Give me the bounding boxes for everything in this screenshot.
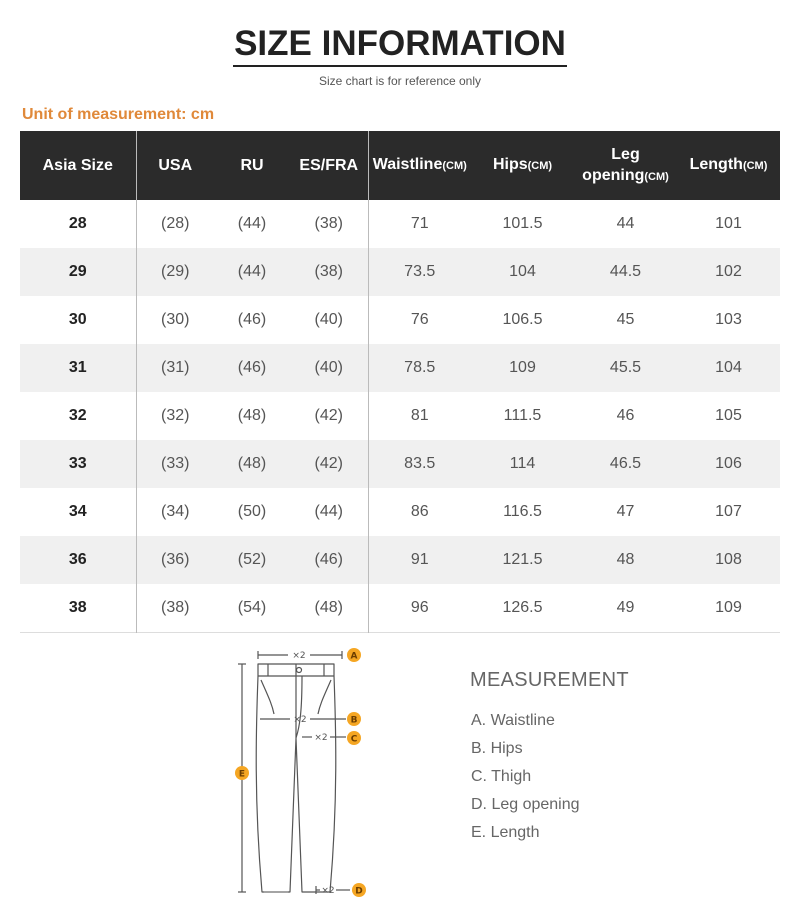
measurement-item-leg-opening: D. Leg opening [471, 796, 580, 813]
cell-asia-size: 32 [20, 392, 136, 440]
pants-illustration [228, 640, 378, 905]
header-hips-label: Hips [492, 156, 528, 173]
measurement-item-length: E. Length [471, 824, 540, 841]
cell-length: 108 [715, 551, 742, 568]
cell-length: 102 [715, 263, 742, 280]
cell-waistline: 73.5 [404, 263, 436, 280]
cell-es-fra: (44) [290, 488, 368, 536]
cell-waistline: 78.5 [404, 359, 436, 376]
subtitle: Size chart is for reference only [318, 74, 482, 88]
cell-leg-opening: 46 [616, 407, 635, 424]
header-length [677, 131, 780, 200]
measurement-item-waistline: A. Waistline [471, 712, 555, 729]
cell-es-fra: (48) [290, 584, 368, 632]
cell-hips: 111.5 [503, 407, 542, 424]
cell-asia-size: 33 [20, 440, 136, 488]
cell-asia-size: 31 [20, 344, 136, 392]
table-row [20, 296, 780, 344]
cell-leg-opening: 45 [616, 311, 635, 328]
table-row [20, 584, 780, 632]
table-row [20, 488, 780, 536]
table-row [20, 248, 780, 296]
cell-es-fra: (42) [290, 392, 368, 440]
cell-waistline: 71 [410, 215, 429, 232]
cell-usa: (31) [161, 359, 190, 376]
header-usa: USA [158, 157, 193, 174]
marker-b-label: B [350, 715, 358, 726]
header-asia-size: Asia Size [20, 131, 136, 200]
cell-asia-size: 28 [20, 200, 136, 248]
cell-hips: 114 [509, 455, 536, 472]
cell-ru: (52) [237, 551, 267, 568]
table-row [20, 536, 780, 584]
marker-c-label: C [350, 734, 358, 745]
cell-usa: (34) [161, 503, 190, 520]
cell-usa: (33) [161, 455, 190, 472]
multiplier-b: ×2 [293, 715, 307, 725]
header-hips [471, 131, 574, 200]
cell-length: 109 [715, 598, 742, 616]
cell-es-fra: (40) [290, 344, 368, 392]
header-leg-opening [574, 131, 677, 200]
cell-asia-size: 30 [20, 296, 136, 344]
cell-waistline: 76 [410, 311, 429, 328]
unit-label: Unit of measurement: cm [22, 106, 215, 123]
cell-waistline: 81 [410, 407, 429, 424]
cell-waistline: 96 [410, 598, 429, 616]
header-waistline-unit: (CM) [442, 160, 467, 172]
measurement-title: MEASUREMENT [470, 669, 629, 691]
cell-hips: 121.5 [502, 551, 543, 568]
cell-waistline: 86 [410, 503, 429, 520]
table-header-row [20, 131, 780, 200]
cell-leg-opening: 47 [616, 503, 635, 520]
cell-ru: (46) [237, 359, 267, 376]
multiplier-a: ×2 [292, 651, 306, 661]
table-row [20, 392, 780, 440]
cell-ru: (50) [237, 503, 267, 520]
cell-ru: (48) [237, 407, 267, 424]
cell-asia-size: 34 [20, 488, 136, 536]
header-length-unit: (CM) [742, 160, 768, 172]
cell-waistline: 91 [410, 551, 429, 568]
cell-hips: 116.5 [503, 503, 542, 520]
table-row [20, 200, 780, 248]
measurement-list [471, 711, 580, 851]
cell-length: 101 [715, 215, 742, 232]
cell-usa: (28) [161, 215, 190, 232]
header-leg-unit: (CM) [644, 170, 669, 183]
marker-e-label: E [238, 769, 246, 780]
cell-es-fra: (42) [290, 440, 368, 488]
cell-length: 105 [715, 407, 742, 424]
header-waistline [368, 131, 471, 200]
cell-leg-opening: 49 [616, 598, 635, 616]
table-row [20, 440, 780, 488]
multiplier-d: ×2 [321, 886, 335, 896]
measurement-item-hips: B. Hips [471, 740, 523, 757]
table-row [20, 344, 780, 392]
cell-ru: (44) [237, 215, 267, 232]
cell-leg-opening: 44 [616, 215, 635, 232]
page-title [0, 24, 800, 64]
marker-a-label: A [350, 651, 358, 662]
cell-usa: (29) [161, 263, 190, 280]
measurement-item-thigh: C. Thigh [471, 768, 532, 785]
header-hips-unit: (CM) [527, 160, 553, 172]
cell-asia-size: 38 [20, 584, 136, 632]
header-es-fra: ES/FRA [290, 131, 368, 200]
header-waistline-label: Waistline [372, 156, 443, 173]
marker-d-label: D [355, 886, 363, 897]
cell-ru: (54) [237, 598, 267, 616]
cell-length: 104 [715, 359, 742, 376]
cell-waistline: 83.5 [404, 455, 436, 472]
cell-es-fra: (46) [290, 536, 368, 584]
cell-hips: 109 [509, 359, 536, 376]
cell-asia-size: 36 [20, 536, 136, 584]
cell-ru: (46) [237, 311, 267, 328]
cell-length: 106 [715, 455, 742, 472]
page-title-text: SIZE INFORMATION [233, 24, 567, 67]
cell-hips: 104 [509, 263, 536, 280]
size-table [20, 131, 780, 633]
cell-hips: 106.5 [502, 311, 543, 328]
cell-length: 103 [715, 311, 742, 328]
cell-hips: 101.5 [502, 215, 543, 232]
cell-length: 107 [715, 503, 742, 520]
cell-ru: (48) [237, 455, 267, 472]
cell-leg-opening: 44.5 [609, 263, 642, 280]
multiplier-c: ×2 [314, 733, 328, 743]
cell-usa: (30) [161, 311, 190, 328]
header-length-label: Length [689, 156, 743, 173]
cell-ru: (44) [237, 263, 267, 280]
cell-es-fra: (40) [290, 296, 368, 344]
header-ru: RU [240, 157, 264, 174]
cell-es-fra: (38) [290, 200, 368, 248]
cell-usa: (38) [161, 598, 190, 616]
header-leg-label-1: Leg [611, 145, 640, 163]
cell-usa: (36) [161, 551, 190, 568]
cell-leg-opening: 46.5 [609, 455, 642, 472]
cell-usa: (32) [161, 407, 190, 424]
cell-hips: 126.5 [502, 598, 543, 616]
header-leg-label-2: opening [582, 166, 645, 184]
cell-asia-size: 29 [20, 248, 136, 296]
cell-leg-opening: 48 [616, 551, 635, 568]
pants-diagram [228, 640, 378, 905]
cell-leg-opening: 45.5 [609, 359, 642, 376]
cell-es-fra: (38) [290, 248, 368, 296]
